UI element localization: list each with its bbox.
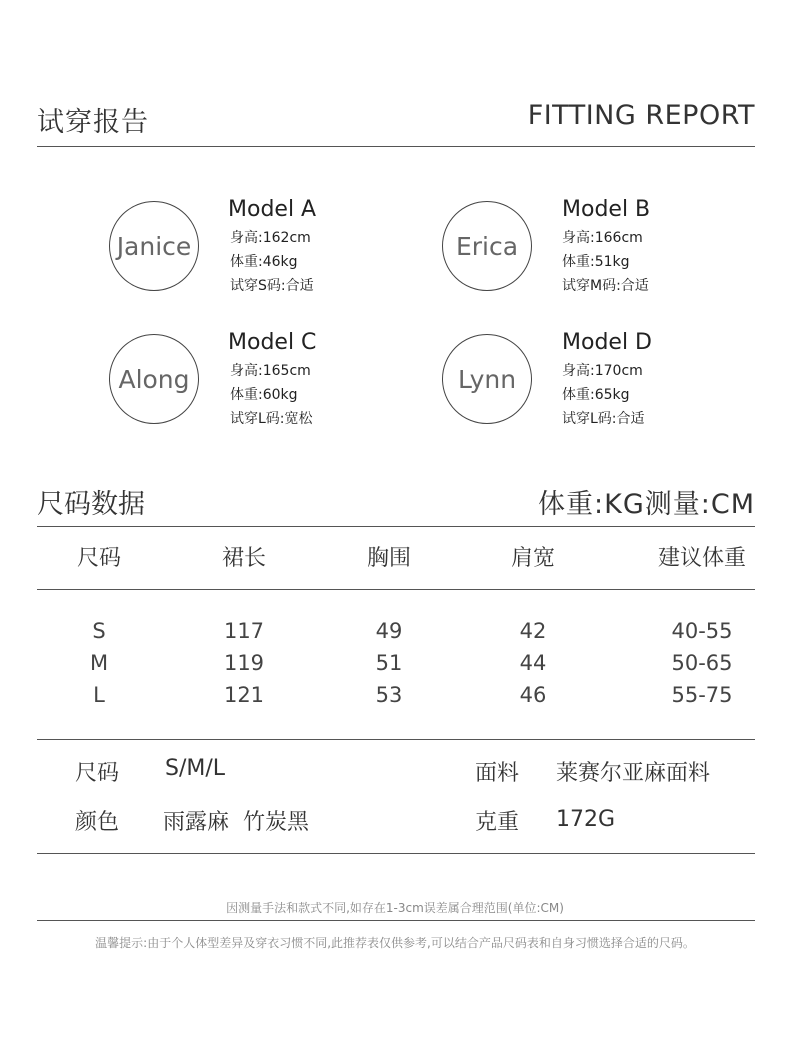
size-section-divider	[37, 526, 755, 527]
table-cell: 117	[223, 619, 265, 643]
model-a-height: 身高:162cm	[230, 230, 311, 246]
header-divider	[37, 146, 755, 147]
page-title-cn: 试穿报告	[37, 107, 149, 138]
info-bottom-divider	[37, 853, 755, 854]
model-a-avatar	[109, 201, 199, 291]
info-weight-value: 172G	[556, 807, 616, 832]
info-weight-label: 克重	[475, 810, 520, 835]
table-cell: 50-65	[671, 651, 733, 675]
table-cell: S	[92, 619, 106, 643]
model-a-weight: 体重:46kg	[230, 254, 298, 270]
table-cell: 51	[375, 651, 403, 675]
table-bottom-divider	[37, 739, 755, 740]
table-header-divider	[37, 589, 755, 590]
model-b-circle-name: Erica	[455, 231, 519, 261]
table-cell: 55-75	[671, 683, 733, 707]
table-cell: L	[93, 683, 105, 707]
model-c-weight: 体重:60kg	[230, 387, 298, 403]
model-d-weight: 体重:65kg	[562, 387, 630, 403]
table-cell: 119	[223, 651, 265, 675]
page-title-en: FITTING REPORT	[527, 100, 755, 131]
model-b-weight: 体重:51kg	[562, 254, 630, 270]
table-header-bust: 胸围	[366, 546, 412, 571]
info-size-label: 尺码	[75, 761, 120, 786]
model-b-label: Model B	[562, 197, 651, 222]
model-b-avatar	[442, 201, 532, 291]
model-d-fit: 试穿L码:合适	[562, 411, 645, 427]
table-cell: M	[89, 651, 109, 675]
model-c-circle-name: Along	[118, 364, 190, 394]
table-header-shoulder: 肩宽	[510, 546, 556, 571]
info-color-label: 颜色	[75, 810, 120, 835]
notes-divider	[37, 920, 755, 921]
table-cell: 40-55	[671, 619, 733, 643]
model-d-height: 身高:170cm	[562, 363, 643, 379]
table-header-weight: 建议体重	[657, 546, 747, 571]
model-a-fit: 试穿S码:合适	[230, 278, 314, 294]
model-b-fit: 试穿M码:合适	[562, 278, 649, 294]
model-d-avatar	[442, 334, 532, 424]
table-header-length: 裙长	[221, 546, 267, 571]
tip-note: 温馨提示:由于个人体型差异及穿衣习惯不同,此推荐表仅供参考,可以结合产品尺码表和自身习惯选择合适的尺码。	[95, 936, 695, 950]
model-a-label: Model A	[228, 197, 317, 222]
table-cell: 46	[519, 683, 547, 707]
info-color-value: 雨露麻 竹炭黑	[163, 810, 309, 835]
model-c-avatar	[109, 334, 199, 424]
table-header-size: 尺码	[76, 546, 122, 571]
table-cell: 42	[519, 619, 547, 643]
info-fabric-label: 面料	[475, 761, 520, 786]
model-c-label: Model C	[228, 330, 317, 355]
model-d-label: Model D	[562, 330, 652, 355]
measurement-note: 因测量手法和款式不同,如存在1-3cm误差属合理范围(单位:CM)	[226, 901, 564, 915]
model-c-fit: 试穿L码:宽松	[230, 411, 313, 427]
table-cell: 53	[375, 683, 403, 707]
size-section-title: 尺码数据	[37, 489, 145, 520]
model-a-circle-name: Janice	[116, 231, 192, 261]
info-fabric-value: 莱赛尔亚麻面料	[556, 761, 711, 786]
info-size-value: S/M/L	[165, 756, 226, 781]
table-cell: 44	[519, 651, 547, 675]
table-cell: 121	[223, 683, 265, 707]
model-c-height: 身高:165cm	[230, 363, 311, 379]
model-b-height: 身高:166cm	[562, 230, 643, 246]
model-d-circle-name: Lynn	[457, 364, 517, 394]
table-cell: 49	[375, 619, 403, 643]
size-section-units: 体重:KG测量:CM	[538, 489, 755, 520]
